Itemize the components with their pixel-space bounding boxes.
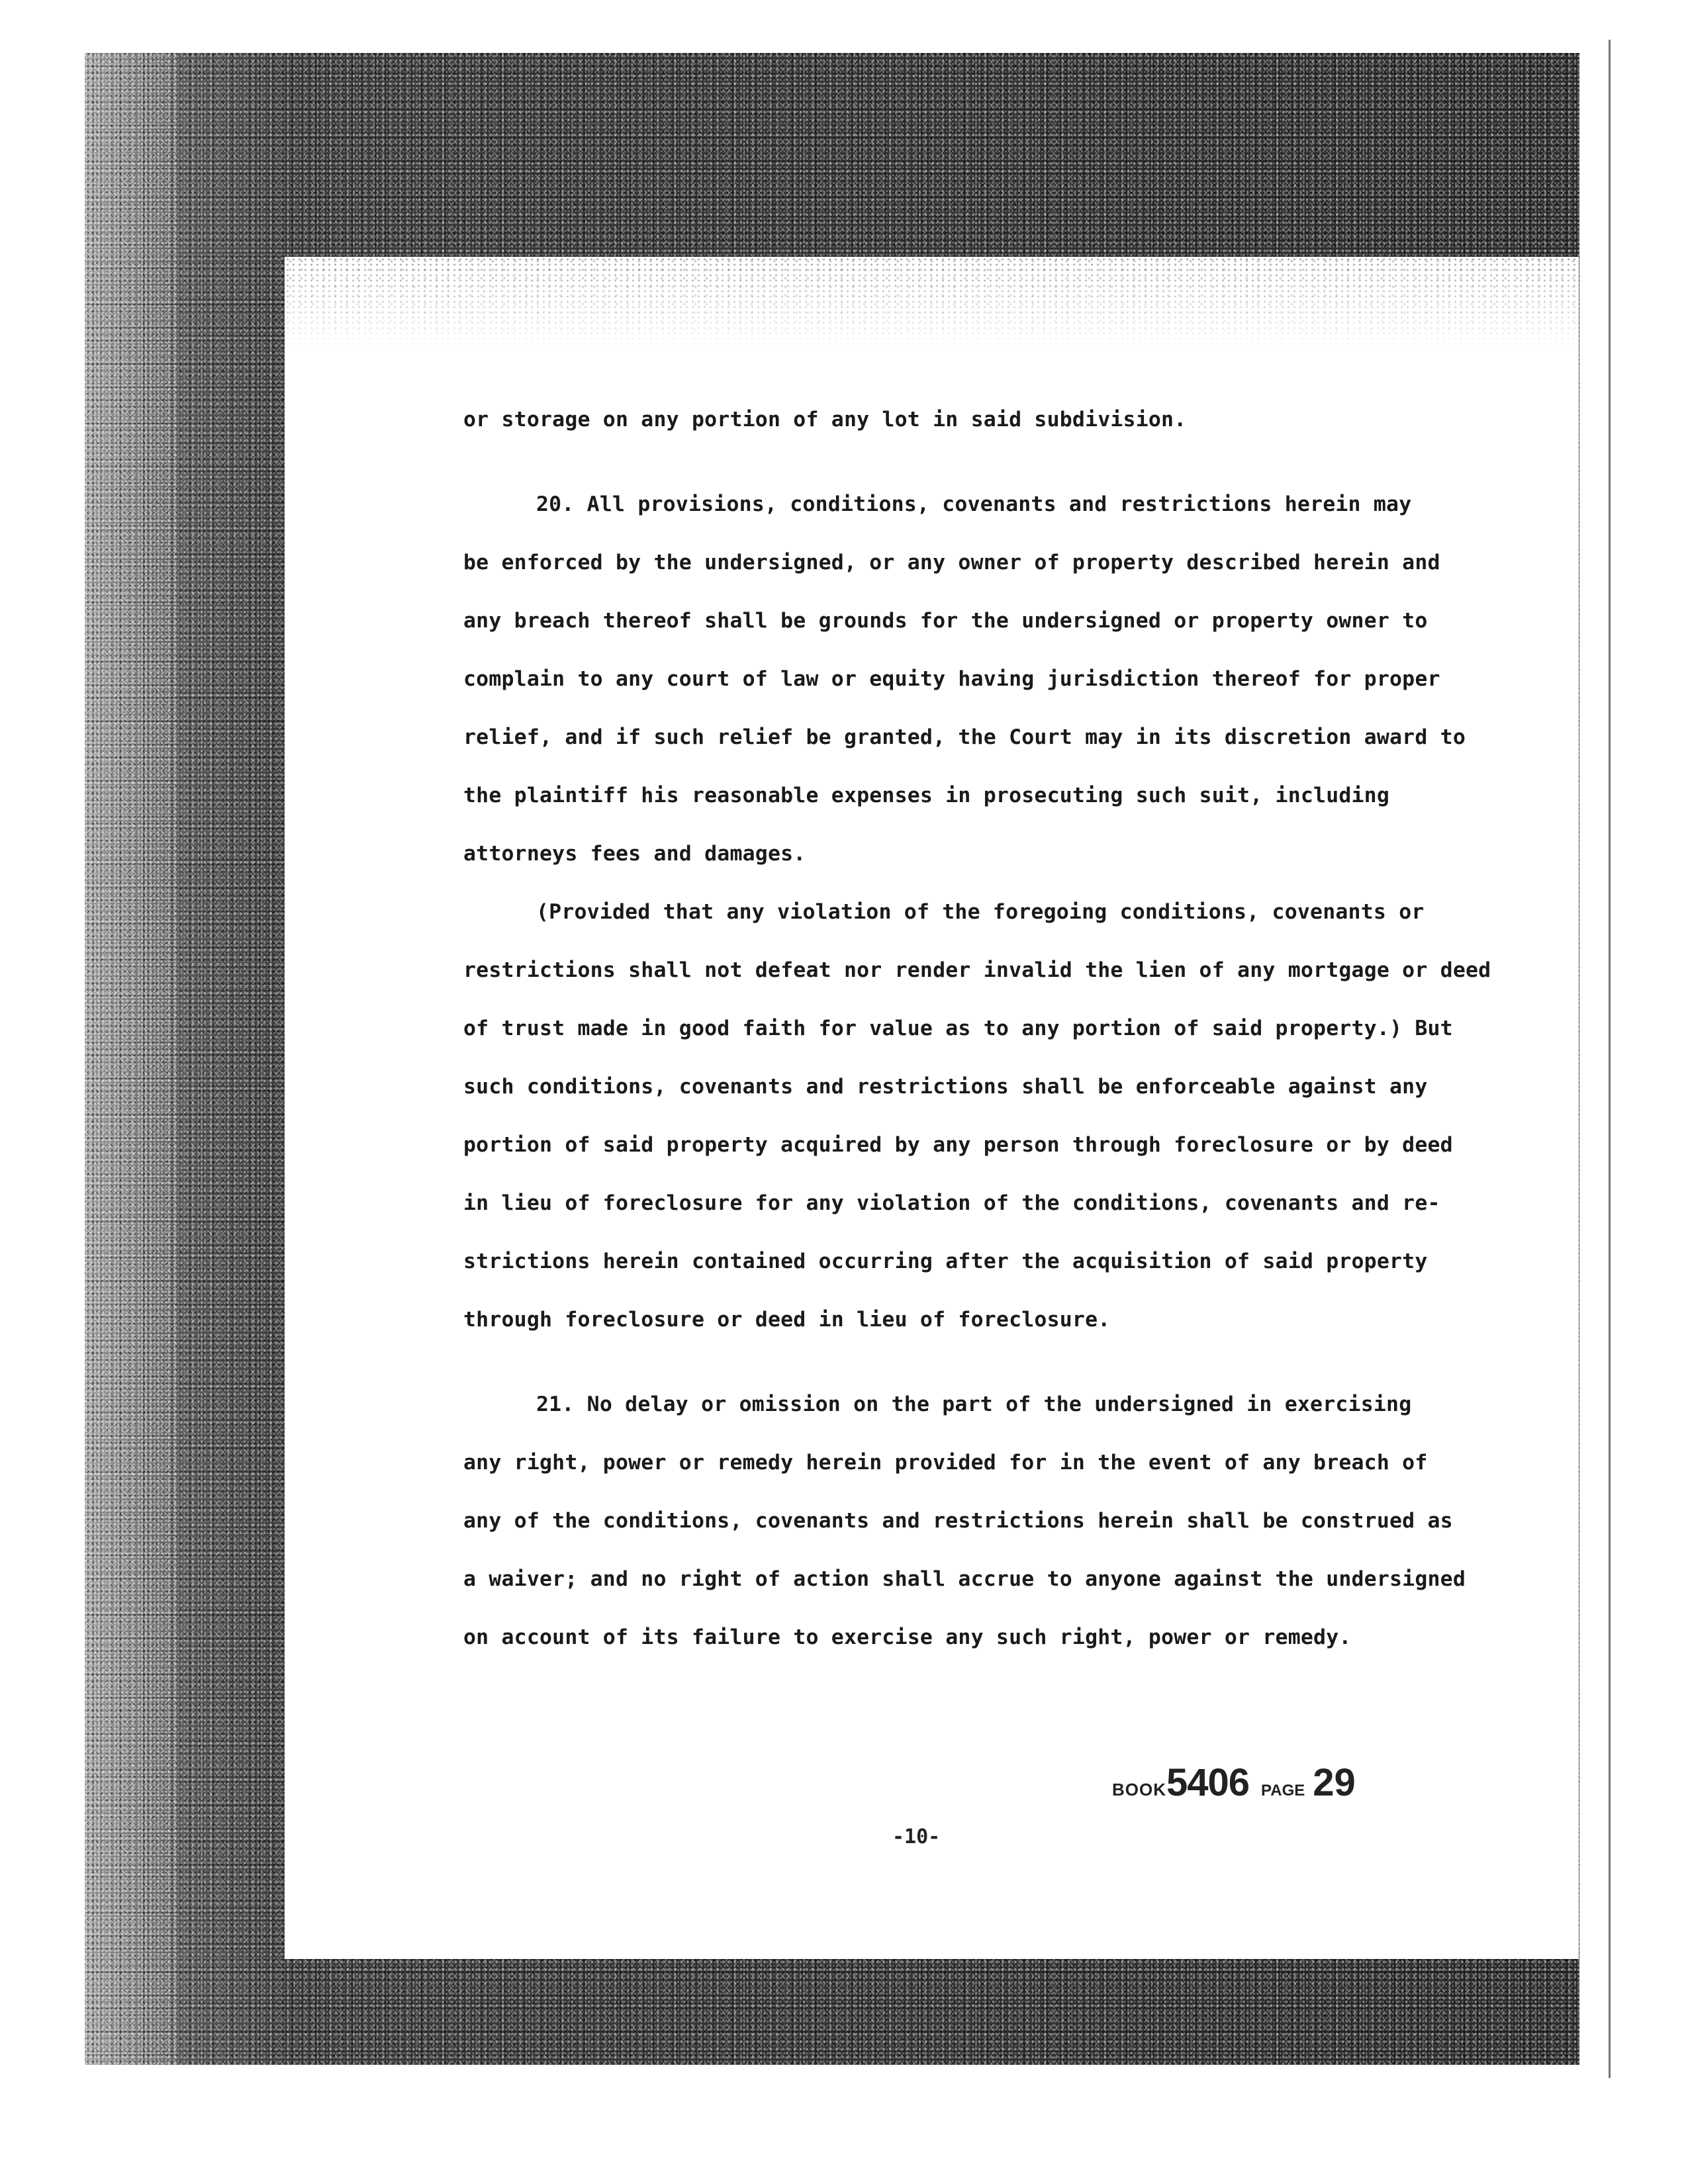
document-body (463, 390, 1496, 1666)
text-line: (Provided that any violation of the foregoing conditions, covenants or (536, 900, 1425, 924)
text-line: through foreclosure or deed in lieu of foreclosure. (463, 1308, 1111, 1332)
page-number: -10- (892, 1825, 941, 1848)
text-line: portion of said property acquired by any person through foreclosure or by deed (463, 1133, 1453, 1157)
book-label: BOOK (1112, 1780, 1166, 1799)
text-line: a waiver; and no right of action shall accrue to anyone against the undersigned (463, 1567, 1466, 1591)
text-line: strictions herein contained occurring after the acquisition of said property (463, 1250, 1428, 1273)
text-line: or storage on any portion of any lot in said subdivision. (463, 408, 1187, 432)
text-line: such conditions, covenants and restrictions shall be enforceable against any (463, 1075, 1428, 1099)
paragraph-continuation (463, 390, 1496, 449)
paragraph-proviso (463, 883, 1496, 1349)
text-line: be enforced by the undersigned, or any owner of property described herein and (463, 551, 1440, 574)
text-line: any right, power or remedy herein provided for in the event of any breach of (463, 1451, 1428, 1475)
stamp-page-number: 29 (1313, 1761, 1356, 1804)
text-line: on account of its failure to exercise any such right, power or remedy. (463, 1625, 1352, 1649)
text-line: in lieu of foreclosure for any violation of the conditions, covenants and re- (463, 1191, 1440, 1215)
text-line: of trust made in good faith for value as to any portion of said property.) But (463, 1017, 1453, 1040)
text-line: 21. No delay or omission on the part of the undersigned in exercising (536, 1392, 1412, 1416)
text-line: attorneys fees and damages. (463, 842, 806, 866)
text-line: any breach thereof shall be grounds for the undersigned or property owner to (463, 609, 1428, 633)
paragraph-21 (463, 1375, 1496, 1666)
page-label: PAGE (1261, 1782, 1305, 1799)
text-line: restrictions shall not defeat nor render invalid the lien of any mortgage or deed (463, 958, 1491, 982)
text-line: complain to any court of law or equity having jurisdiction thereof for proper (463, 667, 1440, 691)
text-line: relief, and if such relief be granted, the Court may in its discretion award to (463, 725, 1466, 749)
text-line: 20. All provisions, conditions, covenants and restrictions herein may (536, 492, 1412, 516)
text-line: the plaintiff his reasonable expenses in prosecuting such suit, including (463, 784, 1390, 807)
book-number: 5406 (1166, 1761, 1250, 1804)
paragraph-20 (463, 475, 1496, 883)
book-page-stamp (1112, 1760, 1356, 1805)
scan-edge-line (1609, 40, 1611, 2078)
text-line: any of the conditions, covenants and restrictions herein shall be construed as (463, 1509, 1453, 1533)
